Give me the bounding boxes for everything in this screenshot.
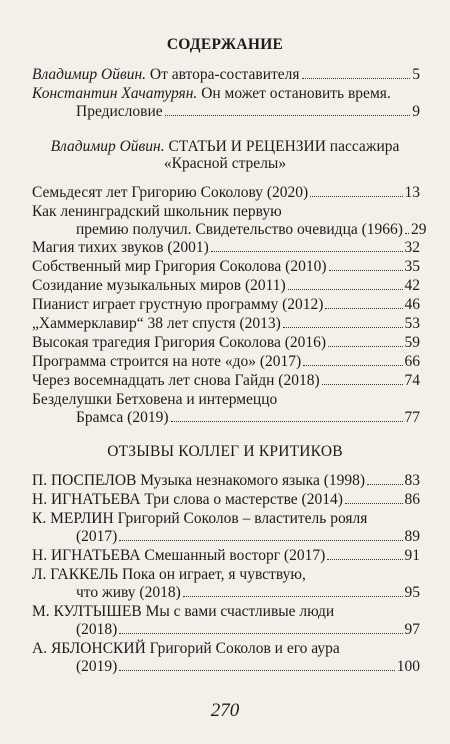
page-title: СОДЕРЖАНИЕ [166,36,284,53]
dot-leader [303,365,402,366]
entry-title-cont: (2017) [76,528,118,545]
entry-title: От автора-составителя [149,66,300,83]
toc-entry [32,277,420,295]
entry-title: Магия тихих звуков (2001) [32,239,209,256]
toc-entry: Л. ГАККЕЛЬ Пока он играет, я чувствую, [32,566,306,583]
entry-page: 95 [404,584,420,601]
entry-title-cont: что живу (2018) [76,584,181,601]
entry-page: 5 [412,66,420,83]
toc-entry: М. КУЛТЫШЕВ Мы с вами счастливые люди [32,603,335,620]
entry-page: 100 [396,658,420,675]
entry-page: 77 [404,409,420,426]
toc-entry-continuation [76,528,420,546]
toc-entry [32,372,420,390]
entry-title: Через восемнадцать лет снова Гайдн (2018) [32,372,320,389]
toc-entry [32,296,420,314]
dot-leader [345,503,403,504]
entry-title-cont: (2019) [76,658,118,675]
entry-author: Константин Хачатурян. [32,85,198,102]
toc-entry-continuation [76,658,420,676]
entry-title: „Хаммерклавир“ 38 лет спустя (2013) [32,315,281,332]
entry-title-cont: (2018) [76,621,118,638]
entry-title: П. ПОСПЕЛОВ Музыка незнакомого языка (1998) [32,472,366,489]
section-heading [0,138,450,156]
dot-leader [322,384,403,385]
dot-leader [183,596,403,597]
section-title: СТАТЬИ И РЕЦЕНЗИИ пассажира [168,138,400,155]
entry-page: 83 [404,472,420,489]
entry-page: 86 [404,491,420,508]
dot-leader [325,308,402,309]
entry-title: Н. ИГНАТЬЕВА Смешанный восторг (2017) [32,547,326,564]
dot-leader [327,559,402,560]
entry-page: 29 [410,221,427,238]
entry-page: 46 [404,296,420,313]
toc-entry [32,491,420,509]
entry-page: 53 [404,315,420,332]
toc-entry-continuation [76,103,420,121]
toc-entry [32,315,420,333]
dot-leader [367,484,402,485]
entry-page: 35 [404,258,420,275]
entry-author: Владимир Ойвин. [32,66,147,83]
entry-title-cont: премию получил. Свидетельство очевидца (1966) [76,221,403,238]
entry-title: Собственный мир Григория Соколова (2010) [32,258,327,275]
dot-leader [310,196,402,197]
entry-page: 9 [412,103,420,120]
toc-entry [32,547,420,565]
toc-entry: А. ЯБЛОНСКИЙ Григорий Соколов и его аура [32,640,340,657]
dot-leader [283,327,403,328]
entry-title: Созидание музыкальных миров (2011) [32,277,286,294]
toc-entry-continuation [76,221,427,239]
entry-page: 13 [404,184,420,201]
section-heading-cont: «Красной стрелы» [163,155,287,172]
toc-entry-continuation [76,584,420,602]
entry-page: 32 [404,239,420,256]
dot-leader [405,233,409,234]
toc-entry-continuation [76,621,420,639]
toc-entry [32,85,391,103]
entry-page: 91 [404,547,420,564]
toc-entry [32,472,420,490]
section-author: Владимир Ойвин. [50,138,165,155]
toc-entry-continuation [76,409,420,427]
dot-leader [329,270,403,271]
entry-title: Пианист играет грустную программу (2012) [32,296,324,313]
toc-entry: Как ленинградский школьник первую [32,203,282,220]
entry-title: Он может остановить время. [201,85,391,102]
entry-title-cont: Предисловие [76,103,163,120]
toc-entry: К. МЕРЛИН Григорий Соколов – властитель рояля [32,510,368,527]
page-number: 270 [210,700,240,721]
entry-title: Высокая трагедия Григория Соколова (2016) [32,334,327,351]
dot-leader [119,633,402,634]
dot-leader [328,346,402,347]
entry-page: 66 [404,353,420,370]
entry-page: 97 [404,621,420,638]
toc-entry [32,353,420,371]
entry-page: 89 [404,528,420,545]
entry-title: Семьдесят лет Григорию Соколову (2020) [32,184,309,201]
entry-title: Программа строится на ноте «до» (2017) [32,353,302,370]
toc-entry [32,258,420,276]
section-heading: ОТЗЫВЫ КОЛЛЕГ И КРИТИКОВ [107,443,343,460]
entry-page: 74 [404,372,420,389]
toc-entry [32,239,420,257]
entry-title: Н. ИГНАТЬЕВА Три слова о мастерстве (2014) [32,491,343,508]
dot-leader [119,670,394,671]
dot-leader [171,421,403,422]
dot-leader [165,115,411,116]
entry-page: 59 [404,334,420,351]
entry-page: 42 [404,277,420,294]
toc-entry [32,334,420,352]
dot-leader [302,78,411,79]
toc-entry [32,66,420,84]
dot-leader [211,251,403,252]
dot-leader [119,540,402,541]
dot-leader [288,289,403,290]
toc-entry: Безделушки Бетховена и интермеццо [32,391,278,408]
toc-entry [32,184,420,202]
entry-title-cont: Брамса (2019) [76,409,169,426]
